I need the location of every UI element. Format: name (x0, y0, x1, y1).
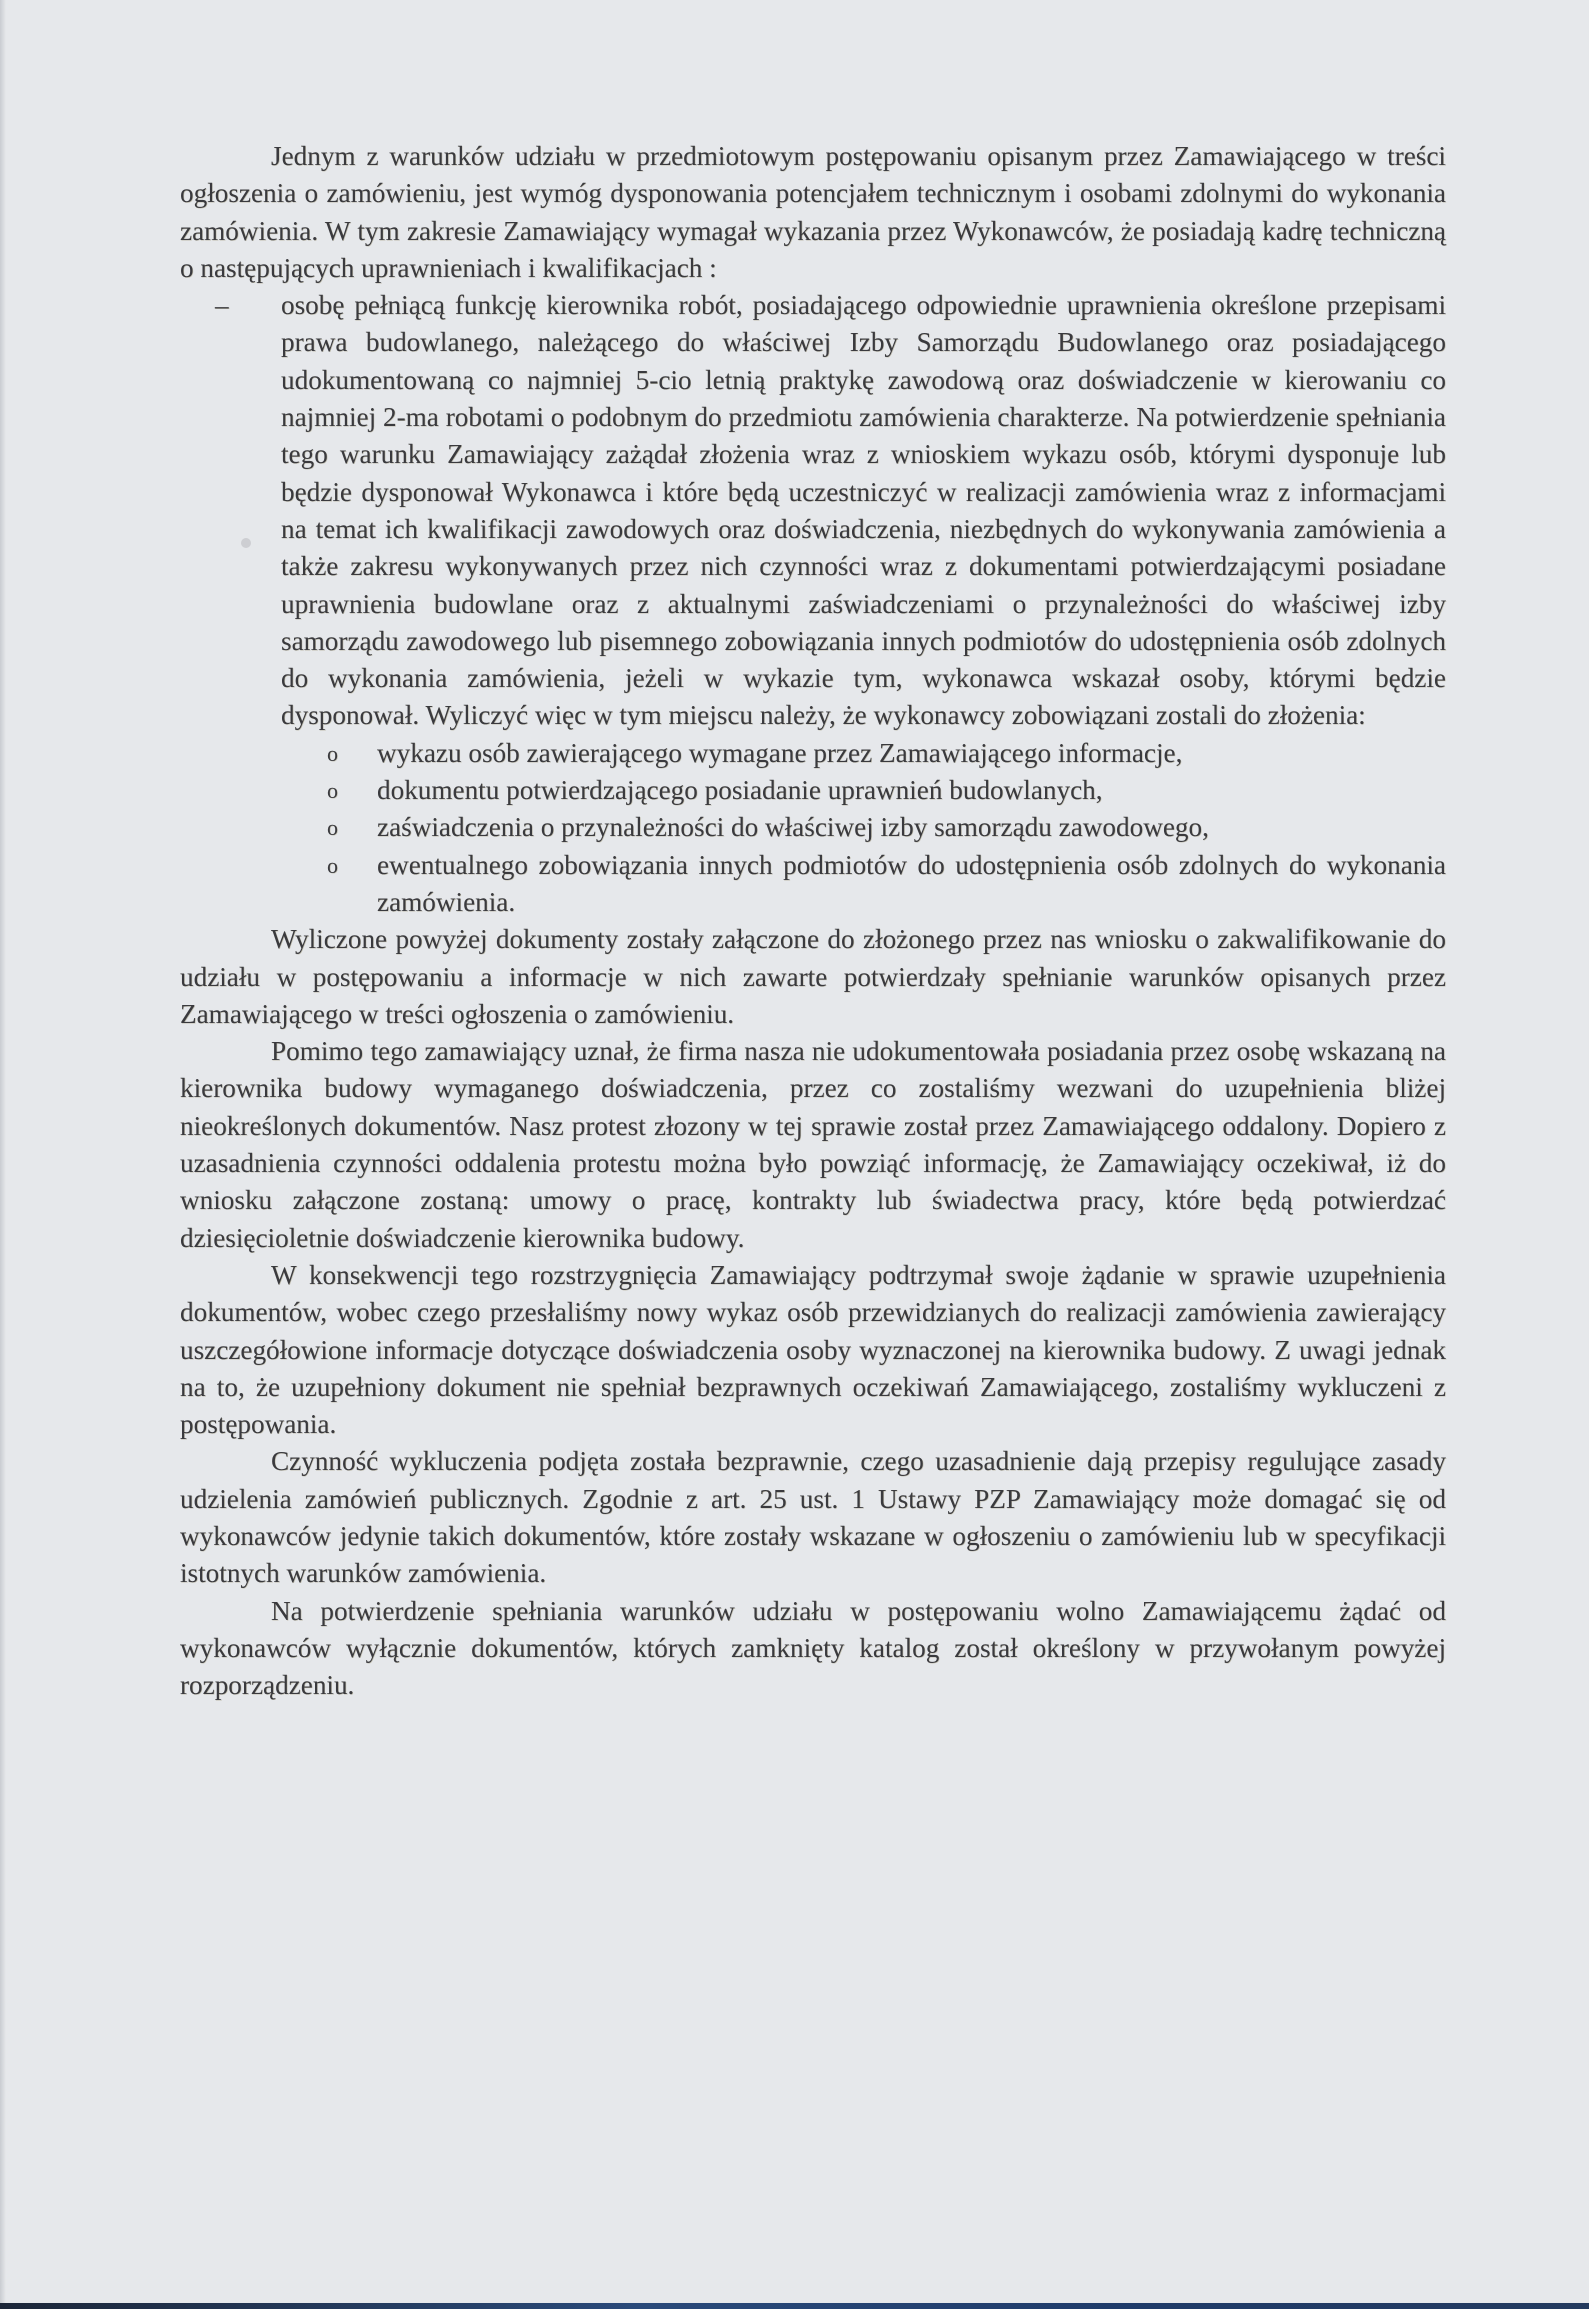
list-item (327, 772, 1446, 809)
list-item-text: zaświadczenia o przynależności do właściwej izby samorządu zawodowego, (377, 812, 1209, 843)
requirement-list-item (215, 287, 1446, 735)
list-item-text: ewentualnego zobowiązania innych podmiotów do udostępnienia osób zdolnych do wykonania zamówienia. (377, 849, 1446, 917)
intro-paragraph: Jednym z warunków udziału w przedmiotowym postępowaniu opisanym przez Zamawiającego w treści ogłoszenia o zamówieniu, jest wymóg dysponowania potencjałem technicznym i osobami zdolnymi do wykonania zamówienia. W tym zakresie Zamawiający wymagał wykazania przez Wykonawców, że posiadają kadrę techniczną o następujących uprawnieniach i kwalifikacjach : (180, 141, 1446, 283)
list-item (327, 735, 1446, 772)
requirement-text: osobę pełniącą funkcję kierownika robót, posiadającego odpowiednie uprawnienia określone przepisami prawa budowlanego, należącego do właściwej Izby Samorządu Budowlanego oraz posiadającego udokumentowaną co najmniej 5-cio letnią praktykę zawodową oraz doświadczenie w kierowaniu co najmniej 2-ma robotami o podobnym do przedmiotu zamówienia charakterze. Na potwierdzenie spełniania tego warunku Zamawiający zażądał złożenia wraz z wnioskiem wykazu osób, którymi dysponuje lub będzie dysponował Wykonawca i które będą uczestniczyć w realizacji zamówienia wraz z informacjami na temat ich kwalifikacji zawodowych oraz doświadczenia, niezbędnych do wykonywania zamówienia a także zakresu wykonywanych przez nich czynności wraz z dokumentami potwierdzającymi posiadane uprawnienia budowlane oraz z aktualnymi zaświadczeniami o przynależności do właściwej izby samorządu zawodowego lub pisemnego zobowiązania innych podmiotów do udostępnienia osób zdolnych do wykonania zamówienia, jeżeli w wykazie tym, wykonawca wskazał osoby, którymi będzie dysponował. Wyliczyć więc w tym miejscu należy, że wykonawcy zobowiązani zostali do złożenia: (281, 290, 1446, 731)
body-paragraph: Na potwierdzenie spełniania warunków udziału w postępowaniu wolno Zamawiającemu żądać od wykonawców wyłącznie dokumentów, których zamknięty katalog został określony w przywołanym powyżej rozporządzeniu. (180, 1595, 1446, 1701)
circle-bullet-icon: o (327, 815, 338, 841)
body-paragraph: Pomimo tego zamawiający uznał, że firma nasza nie udokumentowała posiadania przez osobę wskazaną na kierownika budowy wymaganego doświadczenia, przez co zostaliśmy wezwani do uzupełnienia bliżej nieokreślonych dokumentów. Nasz protest złozony w tej sprawie został przez Zamawiającego oddalony. Dopiero z uzasadnienia czynności oddalenia protestu można było powziąć informację, że Zamawiający oczekiwał, iż do wniosku załączone zostaną: umowy o pracę, kontrakty lub świadectwa pracy, które będą potwierdzać dziesięcioletnie doświadczenie kierownika budowy. (180, 1036, 1446, 1253)
required-documents-list (327, 735, 1446, 921)
circle-bullet-icon: o (327, 740, 338, 766)
body-paragraph: Czynność wykluczenia podjęta została bezprawnie, czego uzasadnienie dają przepisy regulujące zasady udzielenia zamówień publicznych. Zgodnie z art. 25 ust. 1 Ustawy PZP Zamawiający może domagać się od wykonawców jedynie takich dokumentów, które zostały wskazane w ogłoszeniu o zamówieniu lub w specyfikacji istotnych warunków zamówienia. (180, 1446, 1446, 1589)
dash-bullet-icon: – (215, 290, 229, 321)
document-page (180, 138, 1446, 1704)
list-item-text: wykazu osób zawierającego wymagane przez Zamawiającego informacje, (377, 737, 1183, 768)
scan-edge-left (0, 0, 6, 2309)
list-item (327, 809, 1446, 846)
list-item-text: dokumentu potwierdzającego posiadanie uprawnień budowlanych, (377, 775, 1103, 806)
circle-bullet-icon: o (327, 852, 338, 878)
circle-bullet-icon: o (327, 778, 338, 804)
body-paragraph: W konsekwencji tego rozstrzygnięcia Zamawiający podtrzymał swoje żądanie w sprawie uzupełnienia dokumentów, wobec czego przesłaliśmy nowy wykaz osób przewidzianych do realizacji zamówienia zawierający uszczegółowione informacje dotyczące doświadczenia osoby wyznaczonej na kierownika budowy. Z uwagi jednak na to, że uzupełniony dokument nie spełniał bezprawnych oczekiwań Zamawiającego, zostaliśmy wykluczeni z postępowania. (180, 1259, 1446, 1440)
scan-edge-bottom (0, 2303, 1589, 2309)
list-item (327, 847, 1446, 922)
body-paragraph: Wyliczone powyżej dokumenty zostały załączone do złożonego przez nas wniosku o zakwalifikowanie do udziału w postępowaniu a informacje w nich zawarte potwierdzały spełnianie warunków opisanych przez Zamawiającego w treści ogłoszenia o zamówieniu. (180, 924, 1446, 1029)
